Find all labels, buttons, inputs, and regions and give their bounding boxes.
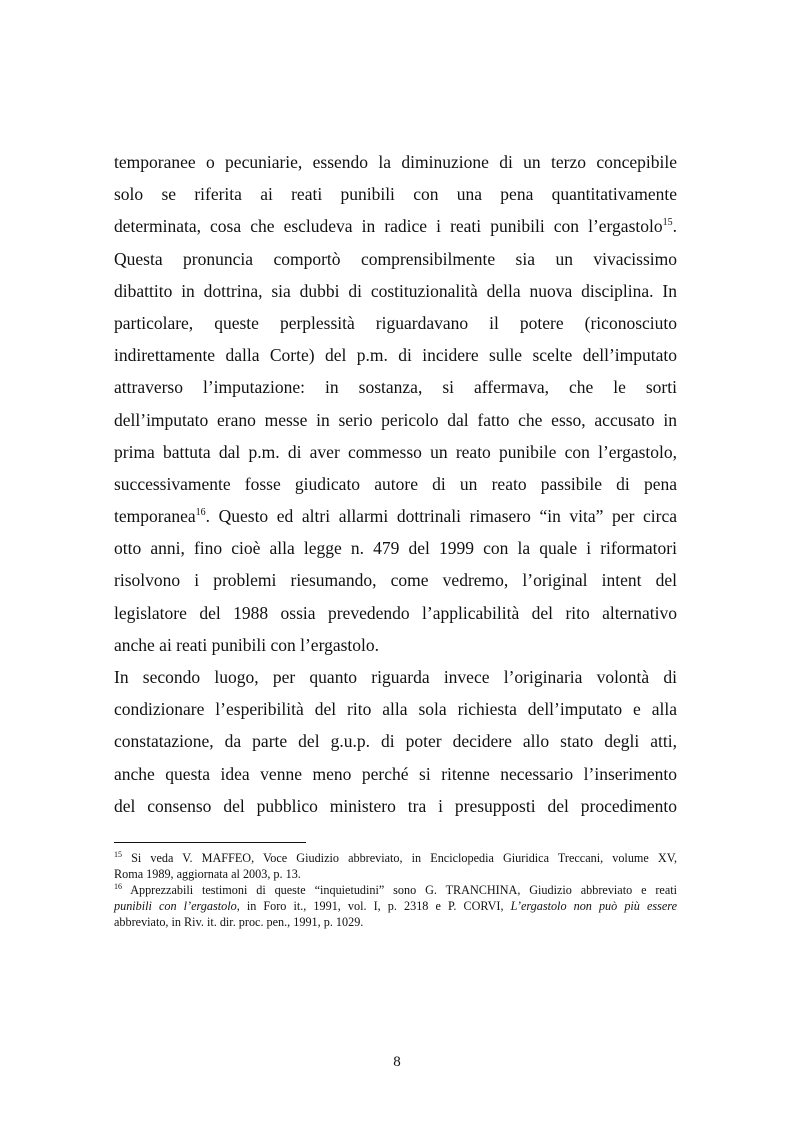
footnote-text: , in Foro it., 1991, vol. I, p. 2318 e P. CORVI,: [236, 899, 511, 913]
footnote-separator: [114, 842, 306, 843]
footnote-number: 15: [114, 850, 122, 859]
footnote-italic-title: punibili con l’ergastolo: [114, 899, 237, 913]
footnote-16: [114, 882, 677, 898]
footnote-italic-title: L’ergastolo non può più essere: [510, 899, 677, 913]
body-line: indirettamente dalla Corte) del p.m. di incidere sulle scelte dell’imputato: [114, 345, 677, 366]
page-number: 8: [393, 1054, 401, 1070]
footnote-text: Apprezzabili testimoni di queste “inquietudini” sono G. TRANCHINA, Giudizio abbreviato e reati: [122, 883, 677, 897]
body-line: Questa pronuncia comportò comprensibilmente sia un vivacissimo: [114, 248, 677, 269]
footnote-16-cont: [114, 898, 677, 914]
body-line: prima battuta dal p.m. di aver commesso un reato punibile con l’ergastolo,: [114, 441, 677, 462]
body-line-text: .: [672, 216, 677, 237]
footnote-ref-16[interactable]: 16: [195, 507, 206, 519]
footnote-15: [114, 850, 677, 866]
body-line: anche questa idea venne meno perché si ritenne necessario l’inserimento: [114, 763, 677, 784]
body-line: solo se riferita ai reati punibili con una pena quantitativamente: [114, 184, 677, 205]
body-line: condizionare l’esperibilità del rito alla sola richiesta dell’imputato e alla: [114, 699, 677, 720]
body-line-text: determinata, cosa che escludeva in radice i reati punibili con l’ergastolo: [114, 216, 663, 237]
footnote-15-cont: Roma 1989, aggiornata al 2003, p. 13.: [114, 867, 301, 881]
body-line: successivamente fosse giudicato autore di un reato passibile di pena: [114, 473, 677, 494]
body-text: [114, 146, 677, 822]
footnote-ref-15[interactable]: 15: [662, 217, 673, 229]
body-line: temporanee o pecuniarie, essendo la diminuzione di un terzo concepibile: [114, 152, 677, 172]
body-line-text: temporanea: [114, 506, 196, 527]
footnote-number: 16: [114, 882, 122, 891]
footnote-text: Si veda V. MAFFEO, Voce Giudizio abbreviato, in Enciclopedia Giuridica Treccani, volume XV,: [122, 851, 677, 865]
body-line: otto anni, fino cioè alla legge n. 479 del 1999 con la quale i riformatori: [114, 538, 677, 559]
body-line: [114, 210, 677, 242]
body-line-text: . Questo ed altri allarmi dottrinali rimasero “in vita” per circa: [205, 506, 677, 527]
body-line: dibattito in dottrina, sia dubbi di costituzionalità della nuova disciplina. In: [114, 280, 677, 301]
body-line: risolvono i problemi riesumando, come vedremo, l’original intent del: [114, 570, 677, 591]
footnotes: [114, 850, 677, 930]
body-line: del consenso del pubblico ministero tra i presupposti del procedimento: [114, 795, 677, 816]
body-line: In secondo luogo, per quanto riguarda invece l’originaria volontà di: [114, 667, 677, 687]
body-line: attraverso l’imputazione: in sostanza, si affermava, che le sorti: [114, 377, 677, 398]
body-line: dell’imputato erano messe in serio pericolo dal fatto che esso, accusato in: [114, 409, 677, 430]
body-line: constatazione, da parte del g.u.p. di poter decidere allo stato degli atti,: [114, 731, 677, 752]
body-line: particolare, queste perplessità riguardavano il potere (riconosciuto: [114, 312, 677, 333]
body-line: anche ai reati punibili con l’ergastolo.: [114, 634, 380, 655]
body-line: legislatore del 1988 ossia prevedendo l’applicabilità del rito alternativo: [114, 602, 677, 623]
body-line: [114, 500, 677, 532]
footnote-16-end: abbreviato, in Riv. it. dir. proc. pen., 1991, p. 1029.: [114, 915, 364, 929]
